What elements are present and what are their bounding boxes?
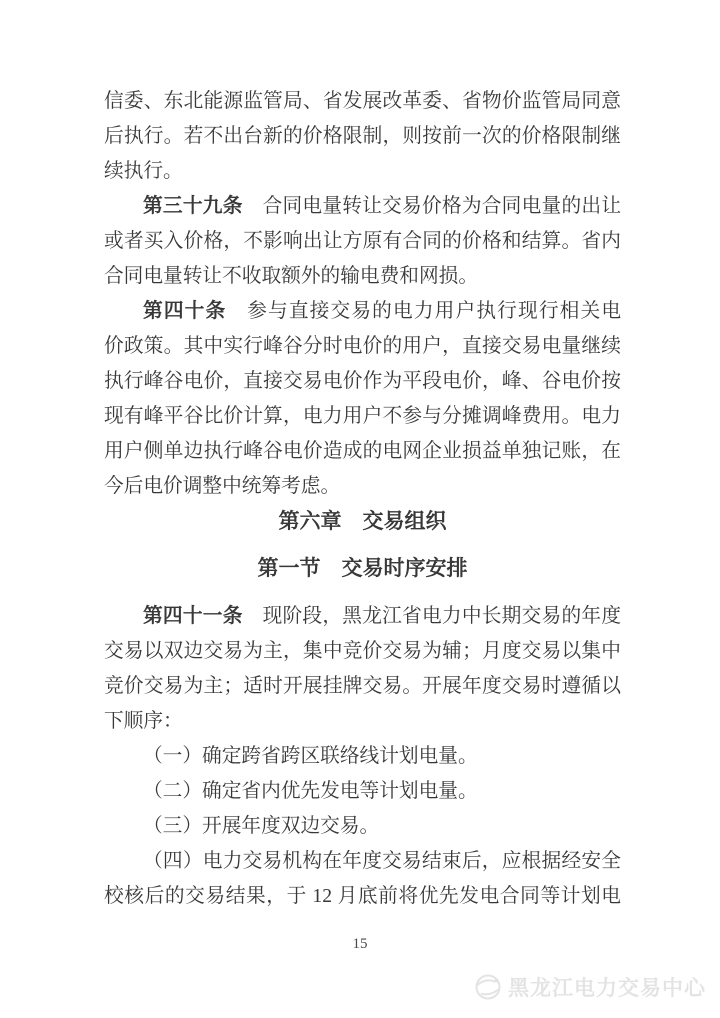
document-lines <box>104 84 621 914</box>
paragraph-line: 今后电价调整中统筹考虑。 <box>104 475 341 497</box>
list-item-3: （三）开展年度双边交易。 <box>143 815 380 837</box>
article-number: 第四十条 <box>143 300 227 322</box>
paragraph-line: 价政策。其中实行峰谷分时电价的用户，直接交易电量继续 <box>104 335 621 357</box>
paragraph-line: 信委、东北能源监管局、省发展改革委、省物价监管局同意 <box>104 90 621 112</box>
paragraph-line: 用户侧单边执行峰谷电价造成的电网企业损益单独记账，在 <box>104 440 621 462</box>
paragraph-line: 后执行。若不出台新的价格限制，则按前一次的价格限制继 <box>104 125 621 147</box>
paragraph-line: 交易以双边交易为主，集中竞价交易为辅；月度交易以集中 <box>104 640 621 662</box>
paragraph-line: 校核后的交易结果，于 12 月底前将优先发电合同等计划电 <box>104 885 621 907</box>
chapter-heading: 第六章 交易组织 <box>278 509 447 533</box>
paragraph-line: 续执行。 <box>104 160 183 182</box>
article-number: 第四十一条 <box>143 605 243 627</box>
paragraph-line: 下顺序： <box>104 710 183 732</box>
list-item-4: （四）电力交易机构在年度交易结束后，应根据经安全 <box>143 850 621 872</box>
article-40-line: 第四十条 参与直接交易的电力用户执行现行相关电 <box>143 300 621 322</box>
trading-center-logo-icon <box>473 972 503 1002</box>
section-heading: 第一节 交易时序安排 <box>257 556 468 580</box>
paragraph-line: 现有峰平谷比价计算，电力用户不参与分摊调峰费用。电力 <box>104 405 621 427</box>
list-item-1: （一）确定跨省跨区联络线计划电量。 <box>143 745 478 767</box>
paragraph-line: 或者买入价格，不影响出让方原有合同的价格和结算。省内 <box>104 230 621 252</box>
article-41-line: 第四十一条 现阶段，黑龙江省电力中长期交易的年度 <box>143 605 621 627</box>
article-number: 第三十九条 <box>143 195 243 217</box>
paragraph-line: 合同电量转让不收取额外的输电费和网损。 <box>104 265 479 287</box>
paragraph-line: 执行峰谷电价，直接交易电价作为平段电价，峰、谷电价按 <box>104 370 621 392</box>
watermark <box>473 972 706 1002</box>
list-item-2: （二）确定省内优先发电等计划电量。 <box>143 780 478 802</box>
paragraph-line: 竞价交易为主；适时开展挂牌交易。开展年度交易时遵循以 <box>104 675 621 697</box>
article-39-line: 第三十九条 合同电量转让交易价格为合同电量的出让 <box>143 195 621 217</box>
page-number: 15 <box>352 936 368 952</box>
watermark-text: 黑龙江电力交易中心 <box>508 976 706 1000</box>
